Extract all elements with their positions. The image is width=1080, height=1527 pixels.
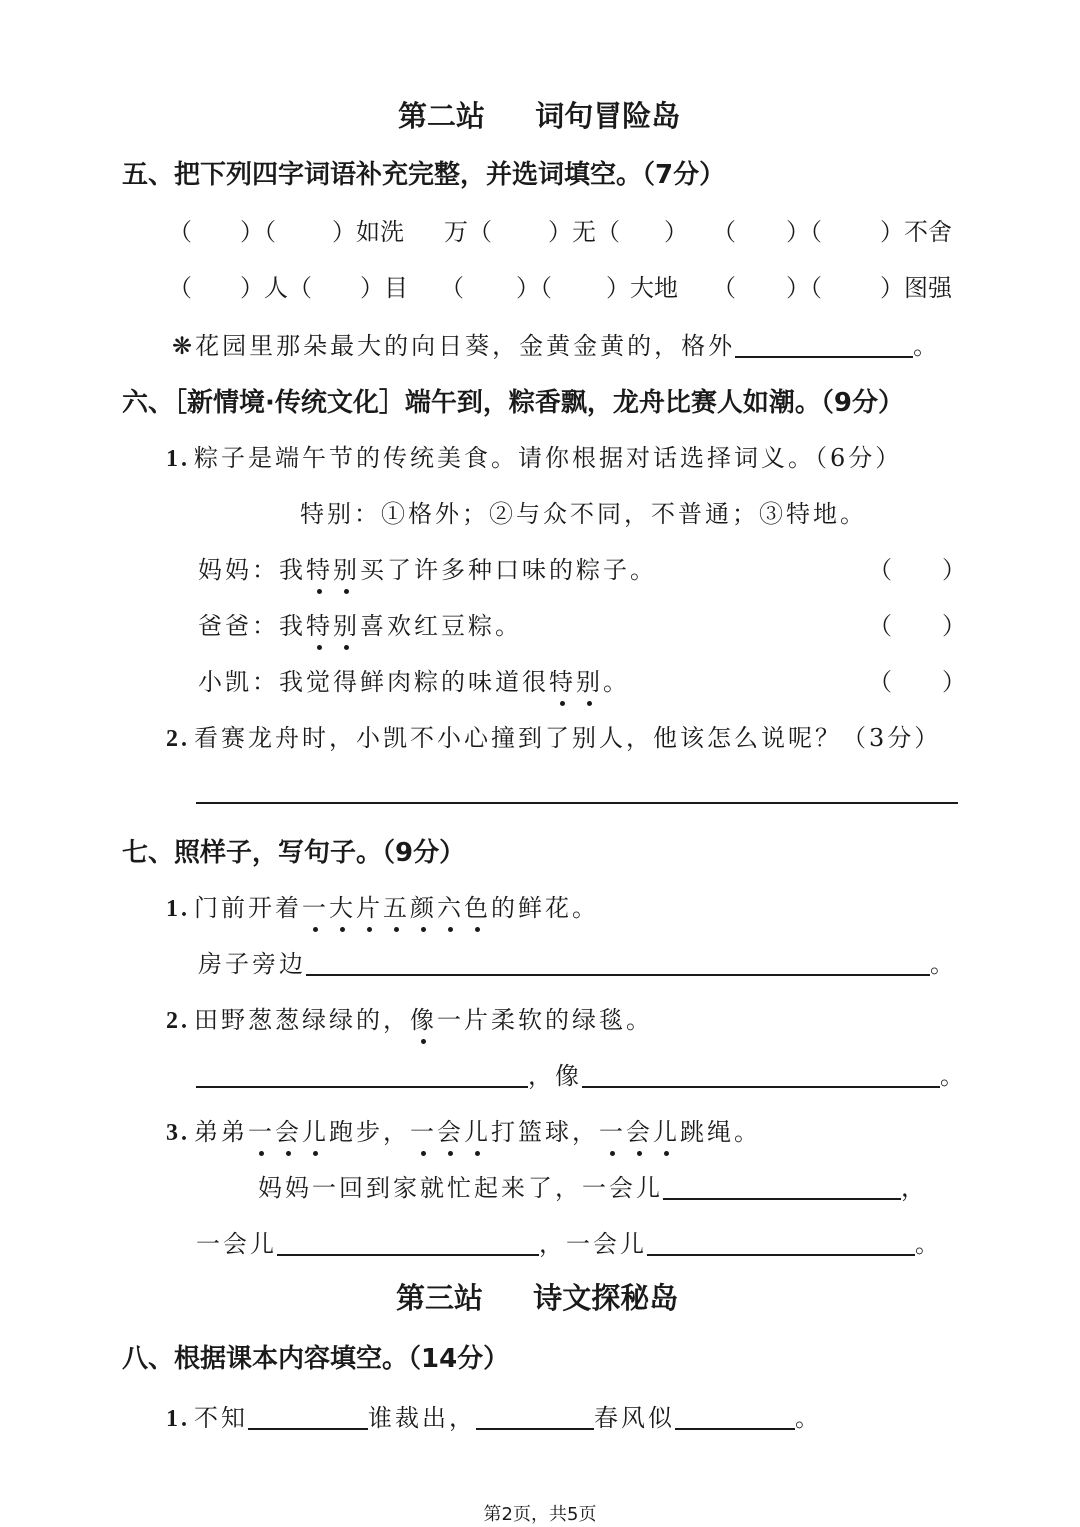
- period: 。: [940, 1062, 967, 1090]
- poem-text: 不知: [194, 1404, 248, 1432]
- paren-close-open: ）（: [786, 274, 822, 302]
- poem-text: 春风似: [594, 1404, 675, 1432]
- answer-blank[interactable]: [196, 1062, 528, 1088]
- dotted-word: [410, 1118, 491, 1146]
- dotted-word: [410, 1006, 437, 1034]
- idiom-part: ）无（: [548, 218, 620, 246]
- q7-prompt-2: [196, 1056, 967, 1091]
- dialogue-line-2: [198, 606, 522, 641]
- answer-paren-open: （: [868, 612, 892, 640]
- dotted-word: [306, 612, 360, 640]
- prompt-text: 房子旁边: [198, 950, 306, 978]
- station-title: [396, 1276, 678, 1317]
- q6-sub-1: [166, 438, 902, 473]
- emphasis-char: 会: [275, 1112, 302, 1147]
- dialogue-text: 爸爸：我: [198, 612, 306, 640]
- station-name: 诗文探秘岛: [533, 1281, 679, 1315]
- dialogue-text: 。: [603, 668, 630, 696]
- emphasis-char: 别: [333, 550, 360, 585]
- answer-blank[interactable]: [675, 1404, 795, 1430]
- idiom-part: ）大地: [606, 274, 678, 302]
- dotted-word: [306, 556, 360, 584]
- emphasis-char: 一: [248, 1112, 275, 1147]
- answer-blank[interactable]: [582, 1062, 940, 1088]
- emphasis-char: 颜: [410, 888, 437, 923]
- station-title: [398, 94, 680, 135]
- answer-blank[interactable]: [248, 1404, 368, 1430]
- page-number: 第2页，共5页: [483, 1504, 597, 1525]
- station-label: 第二站: [398, 99, 486, 133]
- idiom-part: ）不舍: [880, 218, 952, 246]
- paren-open: （: [712, 274, 736, 302]
- example-text: 一片柔软的绿毯。: [437, 1006, 653, 1034]
- q7-example-2: [166, 1000, 653, 1035]
- answer-blank[interactable]: [476, 1404, 594, 1430]
- example-text: 跳绳。: [680, 1118, 761, 1146]
- dotted-word: [248, 1118, 329, 1146]
- dialogue-text: 买了许多种口味的粽子。: [360, 556, 657, 584]
- item-number: 3.: [166, 1120, 190, 1146]
- idiom-part: ）目: [360, 274, 408, 302]
- paren-open: （: [168, 218, 192, 246]
- answer-paren-open: （: [868, 668, 892, 696]
- answer-blank[interactable]: [735, 332, 913, 358]
- question-5-heading: 五、把下列四字词语补充完整，并选词填空。（7分）: [122, 160, 726, 190]
- paren-open: （: [712, 218, 736, 246]
- emphasis-char: 别: [333, 606, 360, 641]
- emphasis-char: 片: [356, 888, 383, 923]
- emphasis-char: 一: [302, 888, 329, 923]
- idiom-part: ）图强: [880, 274, 952, 302]
- emphasis-char: 五: [383, 888, 410, 923]
- station-label: 第三站: [396, 1281, 484, 1315]
- emphasis-char: 一: [599, 1112, 626, 1147]
- answer-paren-close: ）: [942, 612, 966, 640]
- emphasis-char: 大: [329, 888, 356, 923]
- answer-paren-close: ）: [942, 668, 966, 696]
- paren-open: （: [440, 274, 464, 302]
- q7-prompt-3-line-2: [196, 1224, 942, 1259]
- item-number: 2.: [166, 1008, 190, 1034]
- period: 。: [795, 1404, 822, 1432]
- prompt-text: ，一会儿: [539, 1230, 647, 1258]
- answer-paren-close: ）: [942, 556, 966, 584]
- idiom-part: ）人（: [240, 274, 312, 302]
- q7-prompt-3: [258, 1168, 928, 1203]
- emphasis-char: 特: [306, 550, 333, 585]
- emphasis-char: 儿: [302, 1112, 329, 1147]
- period: 。: [913, 332, 941, 360]
- paren-open: （: [168, 274, 192, 302]
- comma: ，: [901, 1174, 928, 1202]
- example-text: 打篮球，: [491, 1118, 599, 1146]
- question-8-heading: 八、根据课本内容填空。（14分）: [122, 1344, 510, 1374]
- q5-fill-sentence: [172, 326, 940, 361]
- paren-close-open: ）（: [786, 218, 822, 246]
- example-text: 跑步，: [329, 1118, 410, 1146]
- answer-blank[interactable]: [277, 1230, 539, 1256]
- idiom-part: ）如洗: [332, 218, 404, 246]
- emphasis-char: 别: [576, 662, 603, 697]
- poem-text: 谁裁出，: [368, 1404, 476, 1432]
- period: 。: [930, 950, 957, 978]
- emphasis-char: 六: [437, 888, 464, 923]
- answer-paren-open: （: [868, 556, 892, 584]
- emphasis-char: 像: [410, 1000, 437, 1035]
- idiom-part: 万（: [444, 218, 492, 246]
- emphasis-char: 儿: [464, 1112, 491, 1147]
- sentence-text: ❋花园里那朵最大的向日葵，金黄金黄的，格外: [172, 332, 736, 360]
- word-meanings: 特别：①格外；②与众不同，不普通；③特地。: [300, 500, 867, 528]
- question-7-heading: 七、照样子，写句子。（9分）: [122, 838, 466, 868]
- dotted-phrase: [302, 894, 491, 922]
- emphasis-char: 一: [410, 1112, 437, 1147]
- dialogue-text: 小凯：我觉得鲜肉粽的味道很: [198, 668, 549, 696]
- paren-close: ）: [664, 218, 688, 246]
- q7-example-3: [166, 1112, 761, 1147]
- question-6-heading: 六、［新情境·传统文化］端午到，粽香飘，龙舟比赛人如潮。（9分）: [122, 388, 904, 418]
- emphasis-char: 会: [437, 1112, 464, 1147]
- paren-close-open: ）（: [516, 274, 552, 302]
- station-name: 词句冒险岛: [535, 99, 681, 133]
- period: 。: [915, 1230, 942, 1258]
- example-text: 田野葱葱绿绿的，: [194, 1006, 410, 1034]
- prompt-text: ，像: [528, 1062, 582, 1090]
- item-number: 1.: [166, 1406, 190, 1432]
- prompt-text: 妈妈一回到家就忙起来了，一会儿: [258, 1174, 663, 1202]
- q8-item-1: [166, 1398, 822, 1433]
- example-text: 门前开着: [194, 894, 302, 922]
- emphasis-char: 儿: [653, 1112, 680, 1147]
- q7-prompt-1: [198, 944, 957, 979]
- emphasis-char: 色: [464, 888, 491, 923]
- example-text: 弟弟: [194, 1118, 248, 1146]
- dialogue-text: 妈妈：我: [198, 556, 306, 584]
- answer-blank[interactable]: [663, 1174, 901, 1200]
- dotted-word: [549, 668, 603, 696]
- dotted-word: [599, 1118, 680, 1146]
- dialogue-text: 喜欢红豆粽。: [360, 612, 522, 640]
- example-text: 的鲜花。: [491, 894, 599, 922]
- prompt-text: 一会儿: [196, 1230, 277, 1258]
- item-text: 看赛龙舟时，小凯不小心撞到了别人，他该怎么说呢？（3分）: [194, 724, 942, 752]
- emphasis-char: 特: [549, 662, 576, 697]
- answer-blank[interactable]: [306, 950, 930, 976]
- item-number: 1.: [166, 446, 190, 472]
- emphasis-char: 特: [306, 606, 333, 641]
- paren-close-open: ）（: [240, 218, 276, 246]
- q6-sub-2: [166, 718, 941, 753]
- dialogue-line-1: [198, 550, 657, 585]
- item-text: 粽子是端午节的传统美食。请你根据对话选择词义。（6分）: [194, 444, 903, 472]
- emphasis-char: 会: [626, 1112, 653, 1147]
- item-number: 1.: [166, 896, 190, 922]
- answer-line[interactable]: [196, 802, 958, 804]
- dialogue-line-3: [198, 662, 630, 697]
- item-number: 2.: [166, 726, 190, 752]
- answer-blank[interactable]: [647, 1230, 915, 1256]
- q7-example-1: [166, 888, 599, 923]
